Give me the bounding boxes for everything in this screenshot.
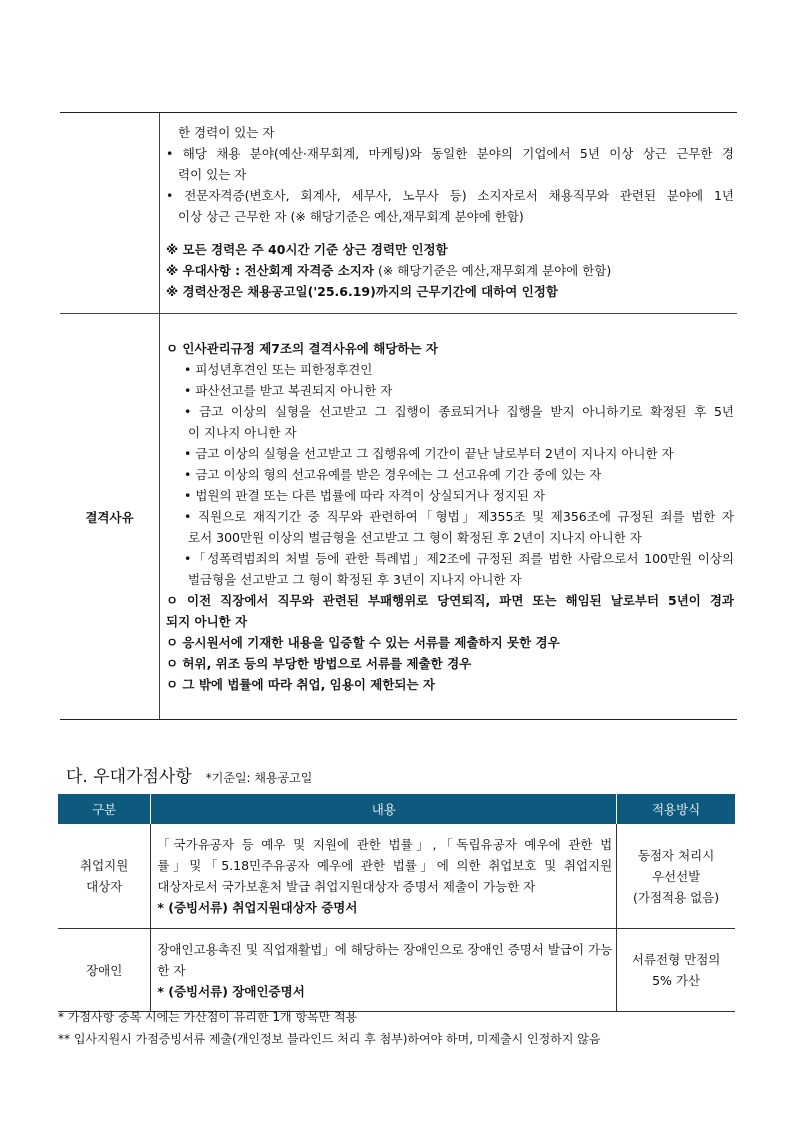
- experience-row-content: [160, 113, 737, 313]
- disqualification-bold-item: ㅇ 그 밖에 법률에 따라 취업, 임용이 제한되는 자: [166, 677, 435, 692]
- content-line: 장애인고용촉진 및 직업재활법」에 해당하는 장애인으로 장애인 증명서 발급이 가능: [157, 941, 613, 957]
- disqualification-row: [60, 313, 737, 719]
- experience-line: • 전문자격증(변호사, 회계사, 세무사, 노무사 등) 소지자로서 채용직무와 관련된 분야에 1년: [166, 188, 734, 203]
- section-title: 다. 우대가점사항: [66, 767, 192, 787]
- experience-note: ※ 모든 경력은 주 40시간 기준 상근 경력만 인정함: [166, 242, 448, 257]
- proof-line: * (증빙서류) 장애인증명서: [157, 983, 305, 999]
- disqualification-item: 벌금형을 선고받고 그 형이 확정된 후 3년이 지나지 아니한 자: [188, 572, 522, 587]
- method-cell: [617, 929, 735, 1012]
- preference-table: [58, 794, 735, 1012]
- content-cell: [151, 824, 617, 929]
- method-line: 우선선발: [651, 868, 701, 884]
- footnote: * 가점사항 중복 시에는 가산점이 유리한 1개 항목만 적용: [58, 1010, 358, 1024]
- experience-row: [60, 113, 737, 313]
- header-content: 내용: [151, 794, 617, 824]
- disqualification-bold-item: ㅇ 허위, 위조 등의 부당한 방법으로 서류를 제출한 경우: [166, 656, 472, 671]
- experience-line: 력이 있는 자: [178, 167, 247, 182]
- qualification-table: [60, 112, 737, 720]
- table-row: [58, 929, 735, 1012]
- method-line: (가점적용 없음): [633, 889, 720, 905]
- method-line: 동점자 처리시: [637, 847, 715, 863]
- disqualification-heading: ㅇ 인사관리규정 제7조의 결격사유에 해당하는 자: [166, 341, 438, 356]
- disqualification-item: • 법원의 판결 또는 다른 법률에 따라 자격이 상실되거나 정지된 자: [184, 488, 546, 503]
- disqualification-item: • 직원으로 재직기간 중 직무와 관련하여「형법」제355조 및 제356조에 규정된 죄를 범한 자: [184, 509, 734, 524]
- category-line: 장애인: [86, 962, 123, 978]
- disqualification-bold-item: ㅇ 이전 직장에서 직무와 관련된 부패행위로 당연퇴직, 파면 또는 해임된 날로부터 5년이 경과: [166, 593, 734, 608]
- footnotes: [58, 1006, 600, 1050]
- content-cell: [151, 929, 617, 1012]
- disqualification-item: • 파산선고를 받고 복권되지 아니한 자: [184, 383, 393, 398]
- experience-row-label: [60, 113, 160, 313]
- method-line: 5% 가산: [652, 973, 701, 988]
- content-line: 대상자로서 국가보훈처 발급 취업지원대상자 증명서 제출이 가능한 자: [157, 879, 536, 894]
- preference-note: [166, 260, 734, 281]
- spacer: [166, 227, 734, 239]
- experience-line: 이상 상근 근무한 자 (※ 해당기준은 예산,재무회계 분야에 한함): [178, 209, 524, 224]
- disqualification-item: • 금고 이상의 실형을 선고받고 그 집행이 종료되거나 집행을 받지 아니하기로 확정된 후 5년: [184, 404, 734, 419]
- experience-period-note: ※ 경력산정은 채용공고일('25.6.19)까지의 근무기간에 대하여 인정함: [166, 284, 558, 299]
- disqualification-item: 이 지나지 아니한 자: [188, 425, 297, 440]
- preference-table-header: [58, 794, 735, 824]
- experience-line: • 해당 채용 분야(예산·재무회계, 마케팅)와 동일한 분야의 기업에서 5년 이상 상근 근무한 경: [166, 146, 734, 161]
- disqualification-item: • 금고 이상의 형의 선고유예를 받은 경우에는 그 선고유예 기간 중에 있는 자: [184, 467, 602, 482]
- experience-line: 한 경력이 있는 자: [178, 125, 275, 140]
- method-line: 서류전형 만점의: [631, 952, 721, 967]
- disqualification-bold-item: ㅇ 응시원서에 기재한 내용을 입증할 수 있는 서류를 제출하지 못한 경우: [166, 635, 560, 650]
- method-cell: [617, 824, 735, 929]
- proof-line: * (증빙서류) 취업지원대상자 증명서: [157, 900, 358, 915]
- category-line: 취업지원: [80, 858, 129, 873]
- footnote: ** 입사지원시 가점증빙서류 제출(개인정보 블라인드 처리 후 첨부)하여야 하며, 미제출시 인정하지 않음: [58, 1032, 601, 1046]
- category-cell: [58, 929, 151, 1012]
- disqualification-bold-item: 되지 아니한 자: [166, 614, 248, 629]
- section-heading: [66, 762, 312, 787]
- content-line: 한 자: [157, 962, 186, 978]
- category-cell: [58, 824, 151, 929]
- header-category: 구분: [58, 794, 151, 824]
- section-note: *기준일: 채용공고일: [205, 771, 313, 785]
- table-row: [58, 824, 735, 929]
- header-method: 적용방식: [617, 794, 735, 824]
- preference-note-bold: ※ 우대사항 : 전산회계 자격증 소지자: [166, 263, 374, 278]
- disqualification-item: • 피성년후견인 또는 피한정후견인: [184, 362, 373, 377]
- disqualification-content: [160, 314, 737, 719]
- content-line: 률」및「5.18민주유공자 예우에 관한 법률」에 의한 취업보호 및 취업지원: [157, 858, 613, 873]
- disqualification-item: •「성폭력범죄의 처벌 등에 관한 특례법」제2조에 규정된 죄를 범한 사람으로서 100만원 이상의: [184, 551, 734, 566]
- category-line: 대상자: [86, 879, 123, 894]
- disqualification-label: 결격사유: [60, 314, 160, 719]
- disqualification-item: • 금고 이상의 실형을 선고받고 그 집행유예 기간이 끝난 날로부터 2년이 지나지 아니한 자: [184, 446, 674, 461]
- disqualification-item: 로서 300만원 이상의 벌금형을 선고받고 그 형이 확정된 후 2년이 지나지 아니한 자: [188, 530, 642, 545]
- preference-note-rest: (※ 해당기준은 예산,재무회계 분야에 한함): [373, 263, 612, 278]
- content-line: 「국가유공자 등 예우 및 지원에 관한 법률」,「독립유공자 예우에 관한 법: [157, 837, 613, 852]
